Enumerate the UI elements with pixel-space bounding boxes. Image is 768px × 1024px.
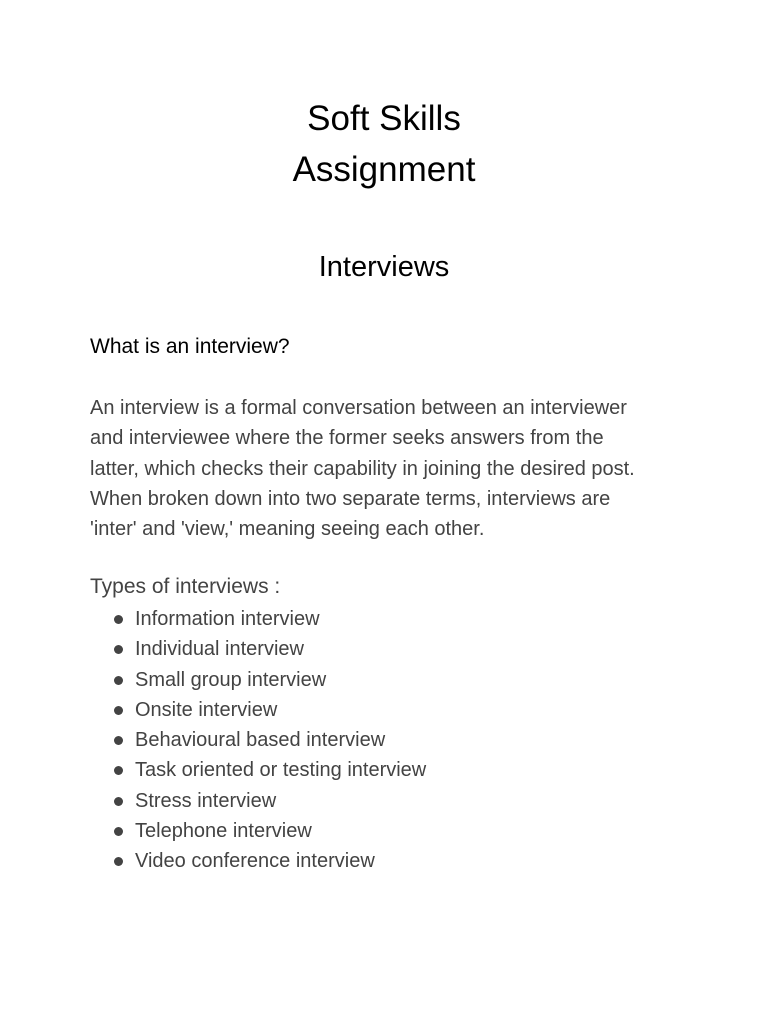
question-heading: What is an interview?	[90, 335, 290, 358]
bullet-icon	[114, 797, 123, 806]
paragraph-line: and interviewee where the former seeks answers from the	[90, 427, 604, 450]
definition-paragraph	[90, 393, 700, 544]
bullet-icon	[114, 736, 123, 745]
list-item-label: Information interview	[135, 608, 320, 630]
bullet-icon	[114, 766, 123, 775]
list-item	[90, 755, 426, 785]
paragraph-line: latter, which checks their capability in joining the desired post.	[90, 457, 635, 480]
list-item	[90, 604, 426, 634]
paragraph-line: 'inter' and 'view,' meaning seeing each other.	[90, 518, 485, 541]
section-title: Interviews	[318, 251, 450, 283]
list-item	[90, 816, 426, 846]
list-item-label: Individual interview	[135, 638, 304, 661]
list-item	[90, 786, 426, 816]
list-item-label: Stress interview	[135, 789, 277, 812]
list-item-label: Video conference interview	[135, 850, 375, 873]
bullet-icon	[114, 615, 123, 624]
title-line-1: Soft Skills	[307, 99, 461, 138]
list-item-label: Behavioural based interview	[135, 729, 386, 752]
interview-types-list	[90, 604, 426, 877]
list-item	[90, 634, 426, 664]
title-line-2: Assignment	[292, 150, 476, 189]
list-item-label: Onsite interview	[135, 698, 278, 721]
paragraph-line: When broken down into two separate terms, interviews are	[90, 487, 611, 510]
bullet-icon	[114, 827, 123, 836]
list-item	[90, 725, 426, 755]
list-item	[90, 665, 426, 695]
paragraph-line: An interview is a formal conversation between an interviewer	[90, 397, 627, 419]
types-label: Types of interviews :	[90, 575, 281, 598]
bullet-icon	[114, 706, 123, 715]
bullet-icon	[114, 645, 123, 654]
document-title	[0, 93, 768, 195]
list-item	[90, 846, 426, 876]
list-item	[90, 695, 426, 725]
list-item-label: Small group interview	[135, 668, 327, 691]
list-item-label: Telephone interview	[135, 820, 312, 843]
bullet-icon	[114, 857, 123, 866]
list-item-label: Task oriented or testing interview	[135, 759, 427, 782]
bullet-icon	[114, 676, 123, 685]
